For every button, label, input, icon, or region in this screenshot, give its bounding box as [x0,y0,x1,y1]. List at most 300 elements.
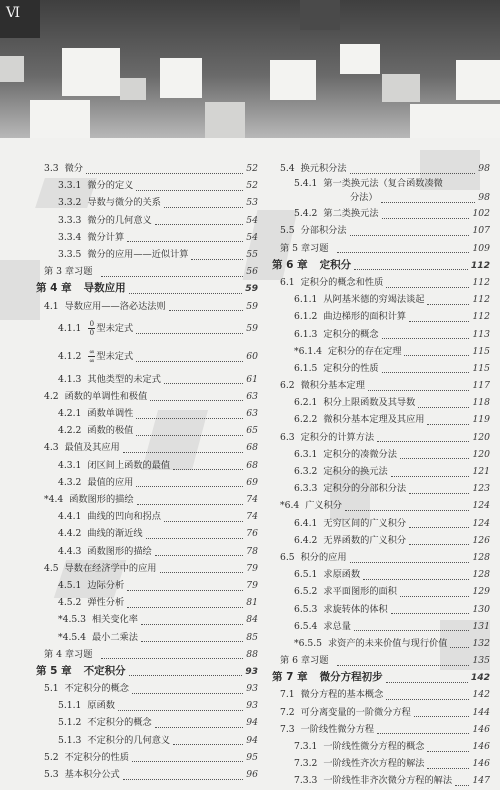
toc-title: 导数在经济学中的应用 [64,562,157,574]
toc-title: 函数图形的描绘 [87,545,152,557]
toc-title: 换元积分法 [300,163,347,174]
toc-title: 第二类换元法 [323,208,379,220]
toc-title: 其他类型的未定式 [87,373,161,385]
toc-number: 4.3 [44,442,59,454]
toc-section [36,646,258,663]
leader-dots [132,684,243,694]
toc-title: 一阶线性非齐次微分方程的解法 [323,775,453,787]
toc-page-number: 59 [245,283,258,295]
toc-page-number: 68 [246,459,258,471]
toc-section [272,274,490,291]
toc-title: 积分的应用 [300,551,347,563]
leader-dots [118,701,243,711]
toc-number: *6.1.4 [294,345,322,357]
toc-page-number: 60 [246,350,258,362]
leader-dots [129,666,243,676]
toc-subsection [272,755,490,772]
leader-dots [350,553,470,563]
toc-page-number: 56 [246,266,258,278]
toc-page-number: 135 [472,655,490,667]
toc-page-number: 146 [472,758,490,770]
toc-page-number: 78 [246,545,258,557]
toc-page-number: 55 [246,248,258,260]
leader-dots [400,587,470,597]
leader-dots [337,243,469,253]
leader-dots [127,232,243,242]
leader-dots [123,443,244,453]
toc-number: 4.2 [44,390,59,402]
fraction: $\frac{0}{0}$ [89,319,95,337]
toc-page-number: 85 [246,631,258,643]
toc-title: 原函数 [87,700,115,712]
toc-title: 定积分的换元法 [323,466,388,477]
toc-subsection [36,212,258,229]
leader-dots [164,512,243,522]
toc-page-number: 59 [246,300,258,312]
toc-number: 6.5.3 [294,603,318,615]
toc-chapter [272,257,490,274]
toc-number: 5.3 [44,769,59,780]
toc-page-number: 132 [472,637,490,649]
toc-page-number: 65 [246,425,258,437]
leader-dots [173,460,243,470]
toc-page-number: 102 [472,208,490,220]
toc-title: 求资产的未来价值与现行价值 [327,637,448,649]
toc-subsection [36,229,258,246]
toc-title: 微积分基本定理 [300,380,365,392]
toc-number: 7.3 [280,723,295,735]
toc-number: 6.5 [280,551,295,563]
leader-dots [386,278,469,288]
toc-number: 第 3 章习题 [44,266,93,278]
toc-number: 6.3.3 [294,483,318,495]
toc-page-number: 119 [472,414,490,426]
toc-page-number: 98 [478,192,490,204]
toc-subsection [36,543,258,560]
toc-number: 第 6 章 [272,258,308,271]
leader-dots [132,752,243,762]
toc-page-number: 120 [472,448,490,460]
leader-dots [409,312,469,322]
toc-page-number: 109 [472,242,490,254]
toc-section [272,377,490,394]
toc-subsection [272,411,490,428]
leader-dots [136,181,243,191]
toc-subsection [272,205,490,222]
toc-number: 5.1.2 [58,717,82,729]
toc-section [272,222,490,239]
toc-title: 微分的几何意义 [87,214,152,226]
toc-subsection [272,601,490,618]
toc-page-number: 94 [246,717,258,729]
toc-subsection [272,291,490,308]
toc-page-number: 112 [472,294,490,306]
toc-title: 曲边梯形的面积计算 [323,311,407,323]
leader-dots [409,535,469,545]
toc-subsection [272,394,490,411]
leader-dots [155,546,244,556]
toc-page-number: 117 [472,380,490,392]
toc-subsection [36,177,258,194]
toc-number: 3.3 [44,163,59,174]
toc-number: 6.1.2 [294,311,318,323]
toc-page-number: 68 [246,442,258,454]
toc-subsection [36,577,258,594]
leader-dots [382,363,470,373]
toc-subsection [272,566,490,583]
toc-title: 相关变化率 [91,614,138,626]
toc-title: 积分上限函数及其导数 [323,397,416,409]
toc-number: 3.3.4 [58,231,82,243]
toc-section [36,388,258,405]
toc-subsection [272,772,490,789]
toc-number: 4.4.2 [58,528,82,540]
toc-page-number: 123 [472,483,490,495]
toc-title: 定积分的概念和性质 [300,276,384,288]
toc-title: 微分方程初步 [319,671,383,684]
toc-subsection [36,629,258,646]
toc-number: 5.5 [280,225,295,237]
toc-title: 最值及其应用 [64,442,120,454]
toc-subsection [36,246,258,263]
leader-dots [409,518,469,528]
leader-dots [427,295,469,305]
toc-title: 函数图形的描绘 [69,494,134,505]
toc-title: 求原函数 [323,569,361,581]
fraction: $\frac{\infty}{\infty}$ [88,347,95,365]
leader-dots [137,495,244,505]
toc-number: 第 6 章习题 [280,655,329,667]
toc-title: 最值的应用 [87,476,134,488]
toc-subsection [272,360,490,377]
page-number: Ⅵ [6,5,20,21]
toc-subsection [36,714,258,731]
leader-dots [354,621,470,631]
toc-number: 4.3.2 [58,476,82,488]
toc-page-number: 124 [472,500,490,512]
toc-title: 函数单调性 [87,408,134,420]
watermark-shape [0,260,40,320]
toc-title: 导数应用——洛必达法则 [64,300,166,312]
toc-title: 闭区间上函数的最值 [87,459,171,471]
toc-title: 定积分 [319,258,352,271]
toc-subsection [36,697,258,714]
toc-page-number: 79 [246,562,258,574]
toc-number: 4.1.1 [58,322,82,334]
toc-title: 求总量 [323,620,351,632]
toc-title: 最小二乘法 [91,631,138,643]
toc-title: 从阿基米德的穷竭法谈起 [323,294,425,306]
leader-dots [101,267,243,277]
toc-subsection [272,738,490,755]
toc-title: 第一类换元法（复合函数凑微 [323,178,443,190]
toc-subsection [36,194,258,211]
toc-subsection [272,618,490,635]
toc-number: 4.3.1 [58,459,82,471]
toc-title: 弹性分析 [87,597,125,609]
toc-title: 不定积分的概念 [64,683,129,695]
toc-title: 一阶线性微分方程 [300,723,375,735]
toc-number: 4.1 [44,300,59,312]
toc-title: 无界函数的广义积分 [323,534,407,546]
toc-title: 分部积分法 [300,225,347,237]
toc-number: 5.2 [44,751,59,763]
leader-dots [127,598,243,608]
toc-section [36,439,258,456]
toc-section [36,298,258,315]
toc-number: 3.3.5 [58,248,82,260]
toc-title: 导数与微分的关系 [87,197,161,209]
toc-page-number: 93 [246,700,258,712]
leader-dots [382,209,470,219]
toc-page-number: 146 [472,741,490,752]
toc-title: 不定积分的性质 [64,751,129,763]
toc-page-number: 69 [246,476,258,488]
toc-page-number: 121 [472,466,490,477]
toc-subsection [272,446,490,463]
toc-subsection [272,515,490,532]
leader-dots [146,529,244,539]
leader-dots [354,260,468,270]
toc-chapter [36,663,258,680]
leader-dots [173,735,243,745]
toc-number: 5.4 [280,163,295,174]
toc-page-number: 112 [472,311,490,323]
leader-dots [377,432,469,442]
toc-right-column [272,160,490,790]
toc-number: 4.1.3 [58,373,82,385]
leader-dots [400,449,470,459]
toc-page-number: 63 [246,390,258,402]
leader-dots [350,226,470,236]
toc-page-number: 115 [472,362,490,374]
leader-dots [101,649,243,659]
toc-title: 微分的应用——近似计算 [87,248,189,260]
toc-number: 7.3.3 [294,775,318,787]
toc-number: 5.1.3 [58,734,82,746]
toc-section [272,497,490,514]
toc-title: 定积分的性质 [323,362,379,374]
toc-page-number: 98 [478,163,490,174]
leader-dots [450,638,469,648]
toc-title: 边际分析 [87,579,125,591]
leader-dots [363,570,469,580]
leader-dots [123,770,244,780]
toc-chapter [272,669,490,686]
toc-number: 7.3.2 [294,758,318,770]
toc-page-number: 128 [472,569,490,581]
toc-section [36,263,258,280]
toc-page-number: 115 [472,345,490,357]
leader-dots [382,329,470,339]
leader-dots [418,398,469,408]
toc-subsection [272,532,490,549]
toc-section [272,429,490,446]
toc-number: 6.2 [280,380,295,392]
toc-title: 微分的定义 [87,180,134,192]
leader-dots [136,426,243,436]
toc-number: 6.3 [280,431,295,443]
toc-title: 函数的单调性和极值 [64,390,148,402]
toc-page-number: 93 [246,683,258,695]
leader-dots [377,724,469,734]
toc-title: 基本积分公式 [64,769,120,780]
leader-dots [164,198,243,208]
toc-number: 6.5.1 [294,569,318,581]
toc-section [272,160,490,177]
toc-title: 微分 [64,163,83,174]
toc-page-number: 93 [245,665,258,677]
leader-dots [136,409,243,419]
toc-page-number: 52 [246,180,258,192]
leader-dots [169,301,244,311]
toc-title: 微积分基本定理及其应用 [323,414,425,426]
toc-number: 5.4.2 [294,208,318,220]
leader-dots [141,632,243,642]
toc-title: 曲线的凹向和拐点 [87,511,161,523]
toc-chapter [36,280,258,297]
leader-dots [381,193,476,203]
toc-section [36,491,258,508]
toc-section [272,704,490,721]
toc-number: 7.2 [280,706,295,718]
toc-number: 6.3.2 [294,466,318,477]
toc-number: 第 4 章 [36,282,72,295]
toc-subsection [272,343,490,360]
toc-number: 第 4 章习题 [44,648,93,660]
toc-subsection [272,177,490,205]
toc-subsection [36,474,258,491]
toc-number: 6.2.1 [294,397,318,409]
toc-number: 3.3.1 [58,180,82,192]
leader-dots [427,759,469,769]
toc-page-number: 120 [472,431,490,443]
toc-subsection [272,480,490,497]
toc-page-number: 147 [472,775,490,787]
toc-title: 一阶线性齐次方程的解法 [323,758,425,770]
toc-page-number: 59 [246,322,258,334]
toc-title: 求旋转体的体积 [323,603,388,615]
toc-title: 定积分的分部积分法 [323,483,407,495]
toc-section [36,749,258,766]
toc-number: 6.5.4 [294,620,318,632]
toc-page-number: 53 [246,197,258,209]
toc-page-number: 142 [470,672,490,684]
toc-number: 6.4.1 [294,517,318,529]
toc-page-number: 124 [472,517,490,529]
toc-subsection [36,732,258,749]
toc-section [272,652,490,669]
toc-number: 5.1.1 [58,700,82,712]
toc-subsection [272,635,490,652]
toc-page-number: 63 [246,408,258,420]
toc-number: 4.2.2 [58,425,82,437]
leader-dots [136,352,243,362]
toc-subsection [36,371,258,388]
toc-title: 求平面图形的面积 [323,586,397,598]
leader-dots [155,215,244,225]
leader-dots [150,391,243,401]
toc-title: 函数的极值 [87,425,134,437]
toc-number: 6.1.5 [294,362,318,374]
toc-page-number: 61 [246,373,258,385]
toc-section [272,240,490,257]
leader-dots [414,707,470,717]
toc-page-number: 113 [472,328,490,340]
toc-number: 7.3.1 [294,741,318,752]
toc-number: 6.1.3 [294,328,318,340]
toc-title: 导数应用 [83,282,126,295]
leader-dots [404,346,469,356]
toc-left-column [36,160,258,783]
toc-title [87,315,133,343]
toc-page-number: 128 [472,551,490,563]
leader-dots [136,477,243,487]
toc-number: 4.2.1 [58,408,82,420]
toc-number: 3.3.3 [58,214,82,226]
leader-dots [141,615,243,625]
toc-title: 定积分的概念 [323,328,379,340]
toc-subsection [272,583,490,600]
leader-dots [345,501,469,511]
toc-number: 4.5 [44,562,59,574]
toc-number: 5.1 [44,683,59,695]
leader-dots [409,484,469,494]
toc-section [272,686,490,703]
toc-page-number: 96 [246,769,258,780]
toc-title: 可分离变量的一阶微分方程 [300,706,411,718]
toc-number: *6.5.5 [294,637,322,649]
toc-title: 无穷区间的广义积分 [323,517,407,529]
toc-title-continued: 分法） [350,192,378,204]
toc-subsection [272,463,490,480]
toc-title: 曲线的渐近线 [87,528,143,540]
toc-section [36,680,258,697]
toc-number: *6.4 [280,500,300,512]
toc-title: 不定积分的几何意义 [87,734,171,746]
toc-title: 不定积分的概念 [87,717,152,729]
toc-page-number: 54 [246,214,258,226]
toc-page-number: 129 [472,586,490,598]
toc-number: *4.5.4 [58,631,86,643]
leader-dots [391,467,470,477]
toc-number: 7.1 [280,689,295,701]
toc-page-number: 107 [472,225,490,237]
leader-dots [427,742,469,752]
toc-title: 定积分的存在定理 [327,345,402,357]
toc-page-number: 88 [246,648,258,660]
toc-section [272,549,490,566]
leader-dots [337,656,469,666]
leader-dots [164,374,243,384]
toc-page-number: 79 [246,579,258,591]
toc-page-number: 52 [246,163,258,174]
toc-title: 定积分的计算方法 [300,431,375,443]
toc-page-number: 146 [472,723,490,735]
toc-page-number: 94 [246,734,258,746]
toc-page-number: 130 [472,603,490,615]
page-header-banner [0,0,500,138]
toc-page-number: 74 [246,494,258,505]
toc-page-number: 142 [472,689,490,701]
toc-section [36,560,258,577]
toc-number: 第 5 章习题 [280,242,329,254]
toc-title: 一阶线性微分方程的概念 [323,741,425,752]
leader-dots [386,690,469,700]
toc-title: 微分方程的基本概念 [300,689,384,701]
toc-title: 不定积分 [83,664,126,677]
leader-dots [427,415,469,425]
